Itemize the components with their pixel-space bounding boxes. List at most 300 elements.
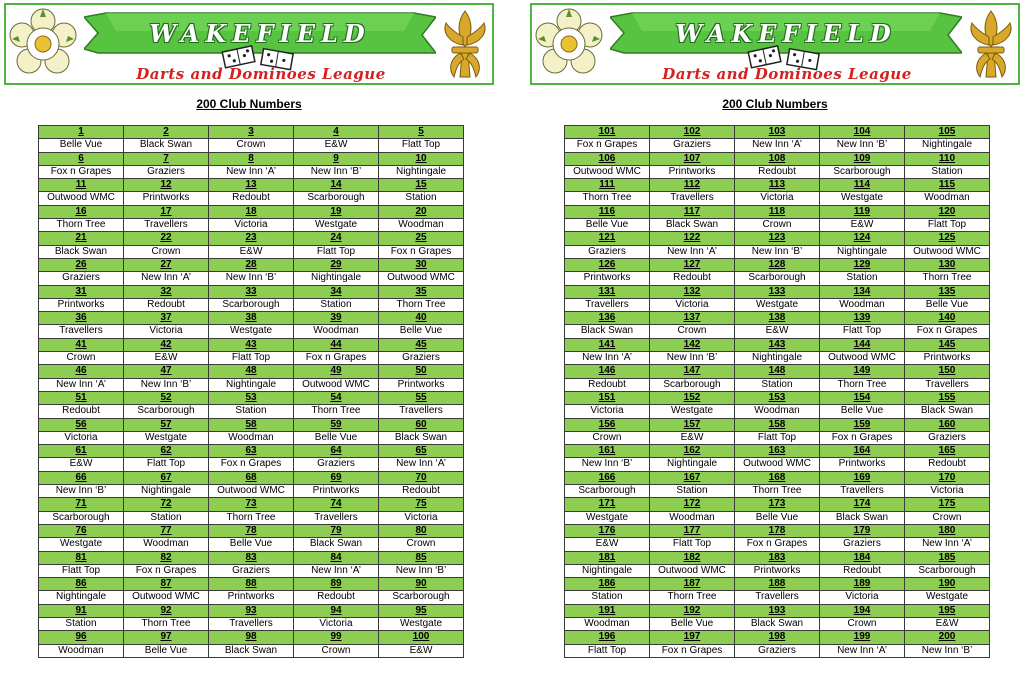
team-name-cell: Graziers [294,458,379,471]
club-number-cell: 101 [565,126,650,139]
team-name-cell: Travellers [379,405,464,418]
team-name-cell: Fox n Grapes [820,431,905,444]
team-name-cell: Travellers [565,298,650,311]
fleur-de-lis-icon [966,7,1016,83]
team-name-cell: Nightingale [209,378,294,391]
team-name-cell: Victoria [905,485,990,498]
club-number-cell: 166 [565,471,650,484]
team-name-cell: Graziers [650,139,735,152]
club-number-cell: 115 [905,179,990,192]
team-name-cell: Victoria [209,219,294,232]
team-name-cell: Outwood WMC [209,485,294,498]
number-row [39,445,464,458]
club-number-cell: 111 [565,179,650,192]
team-name-cell: Black Swan [39,245,124,258]
club-number-cell: 172 [650,498,735,511]
fleur-de-lis-icon [440,7,490,83]
team-name-cell: Printworks [39,298,124,311]
club-number-cell: 114 [820,179,905,192]
team-name-cell: Crown [735,219,820,232]
team-name-cell: Fox n Grapes [39,165,124,178]
team-name-cell: Woodman [379,219,464,232]
team-name-cell: E&W [124,352,209,365]
club-number-cell: 61 [39,445,124,458]
team-name-cell: Thorn Tree [294,405,379,418]
club-number-cell: 191 [565,604,650,617]
team-name-cell: Graziers [735,644,820,657]
team-name-cell: Victoria [379,511,464,524]
team-name-cell: Redoubt [294,591,379,604]
team-row [565,405,990,418]
club-number-cell: 75 [379,498,464,511]
team-name-cell: Printworks [294,485,379,498]
number-row [39,524,464,537]
club-number-cell: 140 [905,312,990,325]
club-number-cell: 64 [294,445,379,458]
club-number-cell: 86 [39,578,124,591]
team-name-cell: Crown [379,538,464,551]
team-name-cell: Fox n Grapes [650,644,735,657]
club-number-cell: 142 [650,338,735,351]
club-number-cell: 176 [565,524,650,537]
team-name-cell: Belle Vue [124,644,209,657]
team-name-cell: Travellers [209,617,294,630]
club-numbers-table [564,125,990,658]
club-number-cell: 181 [565,551,650,564]
club-number-cell: 192 [650,604,735,617]
club-number-cell: 141 [565,338,650,351]
team-name-cell: Flatt Top [209,352,294,365]
club-number-cell: 43 [209,338,294,351]
club-number-cell: 12 [124,179,209,192]
team-row [565,591,990,604]
team-name-cell: Victoria [565,405,650,418]
club-number-cell: 96 [39,631,124,644]
club-number-cell: 90 [379,578,464,591]
team-name-cell: Woodman [735,405,820,418]
team-row [565,617,990,630]
team-name-cell: New Inn ‘B’ [209,272,294,285]
club-number-cell: 29 [294,258,379,271]
team-name-cell: Crown [209,139,294,152]
team-name-cell: New Inn ‘A’ [39,378,124,391]
team-name-cell: New Inn ‘A’ [650,245,735,258]
club-number-cell: 123 [735,232,820,245]
team-name-cell: Westgate [209,325,294,338]
team-name-cell: Crown [39,352,124,365]
club-number-cell: 194 [820,604,905,617]
team-name-cell: Crown [565,431,650,444]
number-row [565,631,990,644]
club-number-cell: 146 [565,365,650,378]
team-name-cell: E&W [294,139,379,152]
club-number-cell: 164 [820,445,905,458]
team-name-cell: Flatt Top [905,219,990,232]
team-name-cell: Station [905,165,990,178]
club-number-cell: 68 [209,471,294,484]
club-number-cell: 30 [379,258,464,271]
club-number-cell: 195 [905,604,990,617]
team-name-cell: Redoubt [820,564,905,577]
team-name-cell: E&W [39,458,124,471]
team-name-cell: Scarborough [905,564,990,577]
team-name-cell: Outwood WMC [650,564,735,577]
team-name-cell: Scarborough [39,511,124,524]
club-number-cell: 110 [905,152,990,165]
team-row [39,644,464,657]
club-number-cell: 196 [565,631,650,644]
club-number-cell: 175 [905,498,990,511]
team-name-cell: Belle Vue [565,219,650,232]
team-name-cell: Outwood WMC [565,165,650,178]
team-name-cell: Scarborough [124,405,209,418]
team-name-cell: Scarborough [379,591,464,604]
club-number-cell: 128 [735,258,820,271]
team-name-cell: Printworks [124,192,209,205]
club-number-cell: 77 [124,524,209,537]
team-name-cell: Westgate [735,298,820,311]
team-name-cell: Thorn Tree [124,617,209,630]
team-name-cell: New Inn ‘B’ [124,378,209,391]
number-row [565,312,990,325]
club-number-cell: 35 [379,285,464,298]
league-banner [530,3,1020,85]
team-name-cell: E&W [209,245,294,258]
team-row [39,405,464,418]
club-number-cell: 131 [565,285,650,298]
team-name-cell: Fox n Grapes [735,538,820,551]
team-name-cell: Black Swan [379,431,464,444]
team-row [565,431,990,444]
club-number-cell: 158 [735,418,820,431]
club-number-cell: 45 [379,338,464,351]
team-name-cell: Printworks [209,591,294,604]
team-row [39,564,464,577]
team-name-cell: Nightingale [820,245,905,258]
team-name-cell: Woodman [905,192,990,205]
club-number-cell: 154 [820,391,905,404]
club-number-cell: 58 [209,418,294,431]
club-number-cell: 100 [379,631,464,644]
team-name-cell: Printworks [735,564,820,577]
club-number-cell: 25 [379,232,464,245]
team-name-cell: Belle Vue [905,298,990,311]
club-number-cell: 168 [735,471,820,484]
team-name-cell: Graziers [39,272,124,285]
team-name-cell: Printworks [379,378,464,391]
team-name-cell: Crown [650,325,735,338]
team-name-cell: Flatt Top [565,644,650,657]
team-row [39,511,464,524]
club-number-cell: 126 [565,258,650,271]
club-number-cell: 143 [735,338,820,351]
club-number-cell: 16 [39,205,124,218]
club-number-cell: 18 [209,205,294,218]
team-name-cell: Nightingale [650,458,735,471]
club-number-cell: 72 [124,498,209,511]
team-row [565,485,990,498]
team-row [565,139,990,152]
team-row [565,298,990,311]
team-row [39,298,464,311]
team-name-cell: Flatt Top [379,139,464,152]
team-name-cell: Scarborough [650,378,735,391]
team-row [565,458,990,471]
club-number-cell: 27 [124,258,209,271]
club-number-cell: 48 [209,365,294,378]
team-name-cell: Fox n Grapes [294,352,379,365]
team-name-cell: Westgate [124,431,209,444]
team-row [39,591,464,604]
number-row [565,258,990,271]
number-row [39,258,464,271]
page-left [4,0,500,700]
team-name-cell: Westgate [294,219,379,232]
club-number-cell: 129 [820,258,905,271]
team-name-cell: New Inn ‘A’ [565,352,650,365]
team-name-cell: New Inn ‘B’ [735,245,820,258]
number-row [39,365,464,378]
club-number-cell: 11 [39,179,124,192]
club-number-cell: 151 [565,391,650,404]
club-number-cell: 183 [735,551,820,564]
club-number-cell: 155 [905,391,990,404]
number-row [39,604,464,617]
club-number-cell: 112 [650,179,735,192]
club-number-cell: 95 [379,604,464,617]
team-row [565,325,990,338]
club-number-cell: 21 [39,232,124,245]
team-name-cell: Woodman [39,644,124,657]
team-name-cell: Graziers [379,352,464,365]
club-number-cell: 132 [650,285,735,298]
club-number-cell: 174 [820,498,905,511]
club-number-cell: 127 [650,258,735,271]
club-number-cell: 92 [124,604,209,617]
team-name-cell: Scarborough [565,485,650,498]
team-name-cell: Station [820,272,905,285]
club-number-cell: 116 [565,205,650,218]
team-name-cell: Westgate [379,617,464,630]
team-name-cell: Graziers [820,538,905,551]
club-number-cell: 188 [735,578,820,591]
team-row [565,644,990,657]
team-name-cell: Woodman [209,431,294,444]
team-name-cell: Woodman [565,617,650,630]
club-number-cell: 85 [379,551,464,564]
club-number-cell: 120 [905,205,990,218]
club-number-cell: 190 [905,578,990,591]
club-number-cell: 23 [209,232,294,245]
team-name-cell: New Inn ‘B’ [565,458,650,471]
club-number-cell: 152 [650,391,735,404]
club-number-cell: 2 [124,126,209,139]
number-row [565,152,990,165]
team-name-cell: New Inn ‘B’ [905,644,990,657]
club-number-cell: 147 [650,365,735,378]
team-name-cell: New Inn ‘A’ [379,458,464,471]
club-number-cell: 98 [209,631,294,644]
number-row [39,471,464,484]
number-row [39,205,464,218]
club-number-cell: 56 [39,418,124,431]
team-name-cell: Nightingale [294,272,379,285]
club-number-cell: 70 [379,471,464,484]
team-name-cell: Woodman [820,298,905,311]
club-number-cell: 15 [379,179,464,192]
number-row [565,179,990,192]
club-number-cell: 89 [294,578,379,591]
club-number-cell: 199 [820,631,905,644]
number-row [565,391,990,404]
team-row [39,139,464,152]
club-number-cell: 150 [905,365,990,378]
team-name-cell: Victoria [294,617,379,630]
club-number-cell: 54 [294,391,379,404]
team-name-cell: Graziers [124,165,209,178]
club-number-cell: 119 [820,205,905,218]
club-number-cell: 197 [650,631,735,644]
team-name-cell: New Inn ‘A’ [294,564,379,577]
team-name-cell: Redoubt [39,405,124,418]
number-row [39,391,464,404]
club-number-cell: 105 [905,126,990,139]
team-name-cell: Flatt Top [294,245,379,258]
team-name-cell: Scarborough [209,298,294,311]
number-row [565,471,990,484]
team-name-cell: Westgate [650,405,735,418]
club-number-cell: 1 [39,126,124,139]
club-number-cell: 53 [209,391,294,404]
club-number-cell: 108 [735,152,820,165]
page-right [530,0,1024,700]
team-name-cell: New Inn ‘A’ [209,165,294,178]
team-name-cell: Nightingale [735,352,820,365]
team-name-cell: Thorn Tree [650,591,735,604]
team-name-cell: New Inn ‘A’ [905,538,990,551]
club-number-cell: 46 [39,365,124,378]
team-name-cell: Nightingale [39,591,124,604]
number-row [39,312,464,325]
club-number-cell: 180 [905,524,990,537]
team-row [39,192,464,205]
club-number-cell: 34 [294,285,379,298]
team-name-cell: Thorn Tree [820,378,905,391]
team-name-cell: Station [565,591,650,604]
number-row [565,126,990,139]
team-name-cell: E&W [820,219,905,232]
team-name-cell: Station [650,485,735,498]
team-name-cell: Flatt Top [39,564,124,577]
club-number-cell: 117 [650,205,735,218]
club-number-cell: 52 [124,391,209,404]
team-row [39,617,464,630]
team-name-cell: Redoubt [379,485,464,498]
team-name-cell: Fox n Grapes [124,564,209,577]
team-name-cell: Graziers [565,245,650,258]
number-row [565,445,990,458]
team-name-cell: Outwood WMC [820,352,905,365]
number-row [39,152,464,165]
club-number-cell: 26 [39,258,124,271]
team-name-cell: Travellers [39,325,124,338]
team-name-cell: Black Swan [905,405,990,418]
team-name-cell: New Inn ‘B’ [294,165,379,178]
team-row [39,378,464,391]
team-name-cell: Thorn Tree [209,511,294,524]
club-number-cell: 13 [209,179,294,192]
club-number-cell: 39 [294,312,379,325]
team-name-cell: Outwood WMC [124,591,209,604]
team-name-cell: Victoria [735,192,820,205]
team-name-cell: Belle Vue [650,617,735,630]
club-number-cell: 93 [209,604,294,617]
club-number-cell: 136 [565,312,650,325]
team-name-cell: New Inn ‘B’ [820,139,905,152]
team-row [565,245,990,258]
team-row [39,485,464,498]
number-row [39,631,464,644]
club-number-cell: 3 [209,126,294,139]
number-row [39,232,464,245]
team-row [39,165,464,178]
team-name-cell: Belle Vue [39,139,124,152]
team-name-cell: Westgate [905,591,990,604]
team-name-cell: Fox n Grapes [379,245,464,258]
club-number-cell: 8 [209,152,294,165]
team-name-cell: Travellers [294,511,379,524]
team-name-cell: E&W [565,538,650,551]
club-number-cell: 113 [735,179,820,192]
team-name-cell: Belle Vue [209,538,294,551]
number-row [565,498,990,511]
team-name-cell: E&W [379,644,464,657]
league-subtitle: Darts and Dominoes League [662,65,912,83]
club-number-cell: 173 [735,498,820,511]
club-number-cell: 36 [39,312,124,325]
team-name-cell: E&W [735,325,820,338]
club-number-cell: 42 [124,338,209,351]
club-number-cell: 107 [650,152,735,165]
club-number-cell: 124 [820,232,905,245]
number-row [39,179,464,192]
club-number-cell: 157 [650,418,735,431]
team-name-cell: Black Swan [565,325,650,338]
team-name-cell: Thorn Tree [905,272,990,285]
club-number-cell: 78 [209,524,294,537]
club-number-cell: 71 [39,498,124,511]
club-number-cell: 38 [209,312,294,325]
team-row [565,219,990,232]
team-name-cell: Crown [820,617,905,630]
club-number-cell: 160 [905,418,990,431]
team-name-cell: Belle Vue [294,431,379,444]
league-subtitle: Darts and Dominoes League [136,65,386,83]
team-name-cell: E&W [650,431,735,444]
club-number-cell: 137 [650,312,735,325]
club-number-cell: 178 [735,524,820,537]
club-number-cell: 76 [39,524,124,537]
club-number-cell: 189 [820,578,905,591]
club-number-cell: 59 [294,418,379,431]
team-name-cell: Fox n Grapes [565,139,650,152]
club-number-cell: 97 [124,631,209,644]
league-title: WAKEFIELD [149,18,371,48]
yorkshire-rose-icon [8,7,78,81]
team-name-cell: Printworks [650,165,735,178]
team-name-cell: Thorn Tree [565,192,650,205]
club-number-cell: 28 [209,258,294,271]
